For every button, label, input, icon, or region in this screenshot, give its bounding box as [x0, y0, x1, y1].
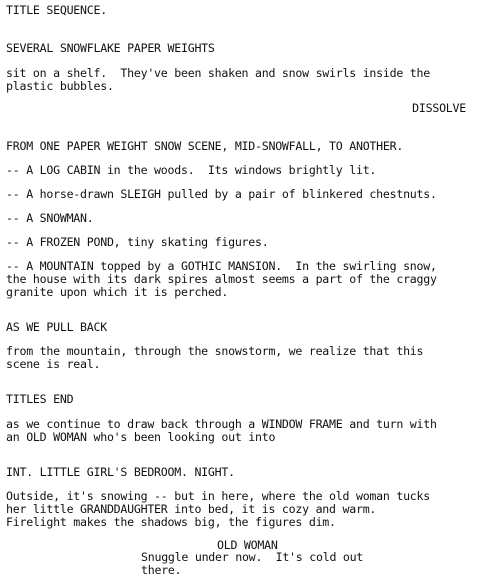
dialogue-old-woman-line-2: there.: [141, 563, 182, 577]
transition-dissolve: DISSOLVE: [412, 101, 466, 115]
action-bedroom-line-2: her little GRANDDAUGHTER into bed, it is cozy and warm.: [6, 502, 377, 516]
dialogue-old-woman-line-1: Snuggle under now. It's cold out: [141, 550, 364, 564]
action-mountain-line-1: from the mountain, through the snowstorm, we realize that this: [6, 344, 424, 358]
action-bedroom-line-1: Outside, it's snowing -- but in here, where the old woman tucks: [6, 489, 430, 503]
heading-scene-to-scene: FROM ONE PAPER WEIGHT SNOW SCENE, MID-SNOWFALL, TO ANOTHER.: [6, 139, 404, 153]
action-shelf-line-2: plastic bubbles.: [6, 79, 114, 93]
item-log-cabin: -- A LOG CABIN in the woods. Its windows brightly lit.: [6, 163, 377, 177]
action-window-line-1: as we continue to draw back through a WINDOW FRAME and turn with: [6, 417, 437, 431]
heading-title-sequence: TITLE SEQUENCE.: [6, 3, 107, 17]
action-mountain-line-2: scene is real.: [6, 357, 101, 371]
character-name-old-woman: OLD WOMAN: [217, 538, 278, 552]
item-snowman: -- A SNOWMAN.: [6, 211, 94, 225]
scene-heading-bedroom: INT. LITTLE GIRL'S BEDROOM. NIGHT.: [6, 465, 235, 479]
item-frozen-pond: -- A FROZEN POND, tiny skating figures.: [6, 235, 269, 249]
action-window-line-2: an OLD WOMAN who's been looking out into: [6, 430, 276, 444]
item-mountain-line-1: -- A MOUNTAIN topped by a GOTHIC MANSION. In the swirling snow,: [6, 259, 437, 273]
heading-pull-back: AS WE PULL BACK: [6, 320, 107, 334]
heading-titles-end: TITLES END: [6, 392, 74, 406]
heading-paperweights: SEVERAL SNOWFLAKE PAPER WEIGHTS: [6, 41, 215, 55]
action-shelf-line-1: sit on a shelf. They've been shaken and snow swirls inside the: [6, 66, 430, 80]
item-mountain-line-2: the house with its dark spires almost seems a part of the craggy: [6, 272, 437, 286]
item-sleigh: -- A horse-drawn SLEIGH pulled by a pair of blinkered chestnuts.: [6, 187, 437, 201]
action-bedroom-line-3: Firelight makes the shadows big, the figures dim.: [6, 515, 336, 529]
item-mountain-line-3: granite upon which it is perched.: [6, 285, 229, 299]
